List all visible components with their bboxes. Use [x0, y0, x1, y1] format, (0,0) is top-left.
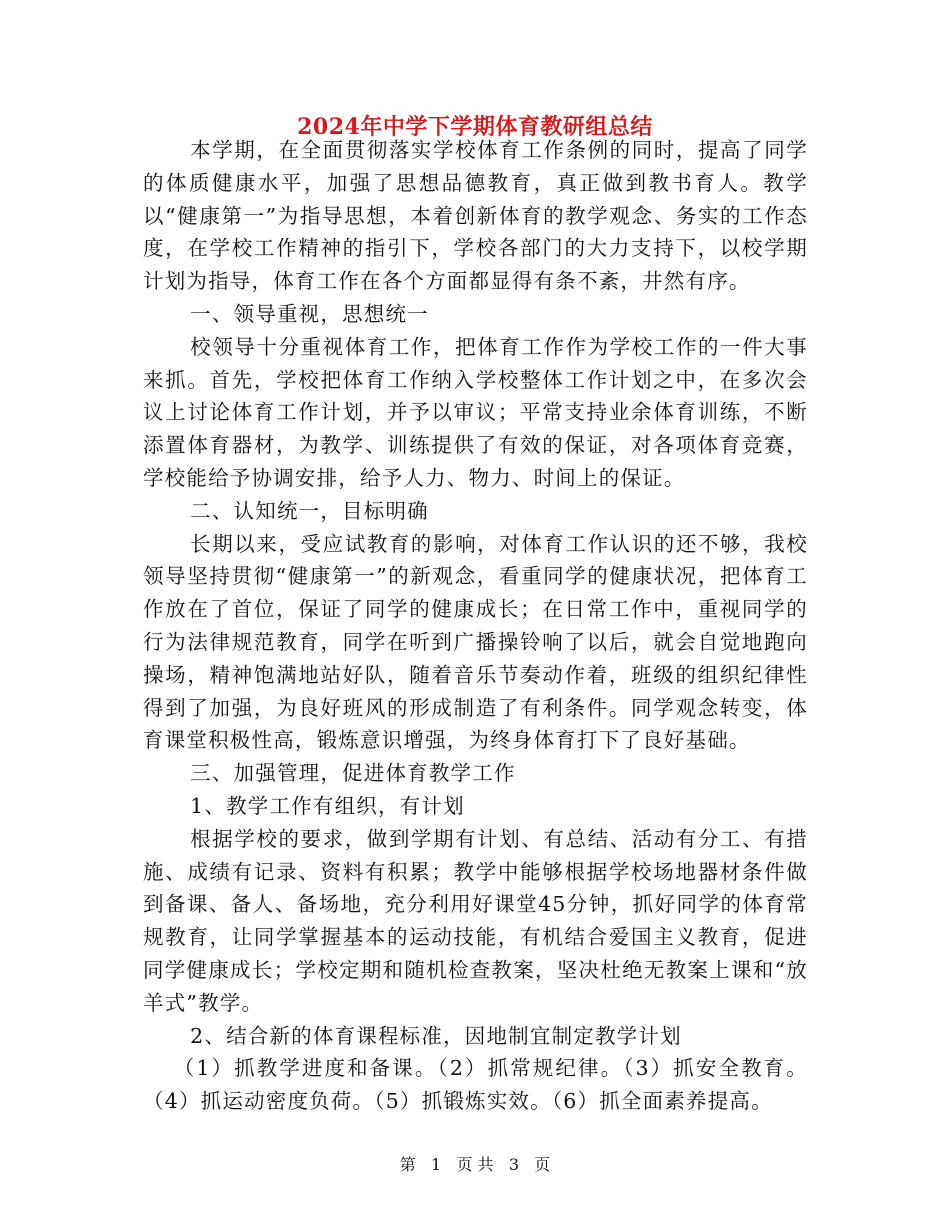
paragraph-intro: 本学期，在全面贯彻落实学校体育工作条例的同时，提高了同学的体质健康水平，加强了思想品德教育，真正做到教书育人。教学以“健康第一”为指导思想，本着创新体育的教学观念、务实的工作态度，在学校工作精神的指引下，学校各部门的大力支持下，以校学期计划为指导，体育工作在各个方面都显得有条不紊，井然有序。	[143, 138, 808, 294]
footer-total-pages: 3	[508, 1155, 520, 1174]
paragraph-3-2-list: （1）抓教学进度和备课。（2）抓常规纪律。（3）抓安全教育。（4）抓运动密度负荷。（5）抓锻炼实效。（6）抓全面素养提高。	[143, 1056, 808, 1114]
footer-page-number: 1	[430, 1155, 442, 1174]
document-body	[143, 134, 808, 1118]
heading-section-2: 二、认知统一，目标明确	[190, 498, 429, 523]
footer-middle: 页 共	[456, 1155, 494, 1174]
paragraph-section-2: 长期以来，受应试教育的影响，对体育工作认识的还不够，我校领导坚持贯彻“健康第一”的新观念，看重同学的健康状况，把体育工作放在了首位，保证了同学的健康成长；在日常工作中，重视同学的行为法律规范教育，同学在听到广播操铃响了以后，就会自觉地跑向操场，精神饱满地站好队，随着音乐节奏动作着，班级的组织纪律性得到了加强，为良好班风的形成制造了有利条件。同学观念转变，体育课堂积极性高，锻炼意识增强，为终身体育打下了良好基础。	[143, 531, 808, 753]
heading-section-1: 一、领导重视，思想统一	[190, 301, 429, 326]
paragraph-3-1: 根据学校的要求，做到学期有计划、有总结、活动有分工、有措施、成绩有记录、资料有积累；教学中能够根据学校场地器材条件做到备课、备人、备场地，充分利用好课堂45分钟，抓好同学的体育常规教育，让同学掌握基本的运动技能，有机结合爱国主义教育，促进同学健康成长；学校定期和随机检查教案，坚决杜绝无教案上课和“放羊式”教学。	[143, 826, 808, 1015]
footer-prefix: 第	[399, 1155, 416, 1174]
paragraph-section-1: 校领导十分重视体育工作，把体育工作作为学校工作的一件大事来抓。首先，学校把体育工作纳入学校整体工作计划之中，在多次会议上讨论体育工作计划，并予以审议；平常支持业余体育训练，不断添置体育器材，为教学、训练提供了有效的保证，对各项体育竞赛，学校能给予协调安排，给予人力、物力、时间上的保证。	[143, 334, 808, 490]
heading-section-3: 三、加强管理，促进体育教学工作	[190, 761, 516, 786]
document-title: 2024年中学下学期体育教研组总结	[297, 114, 653, 140]
page-footer	[0, 1154, 950, 1176]
footer-suffix: 页	[534, 1155, 551, 1174]
subheading-3-1: 1、教学工作有组织，有计划	[190, 793, 465, 818]
subheading-3-2: 2、结合新的体育课程标准，因地制宜制定教学计划	[190, 1023, 682, 1048]
